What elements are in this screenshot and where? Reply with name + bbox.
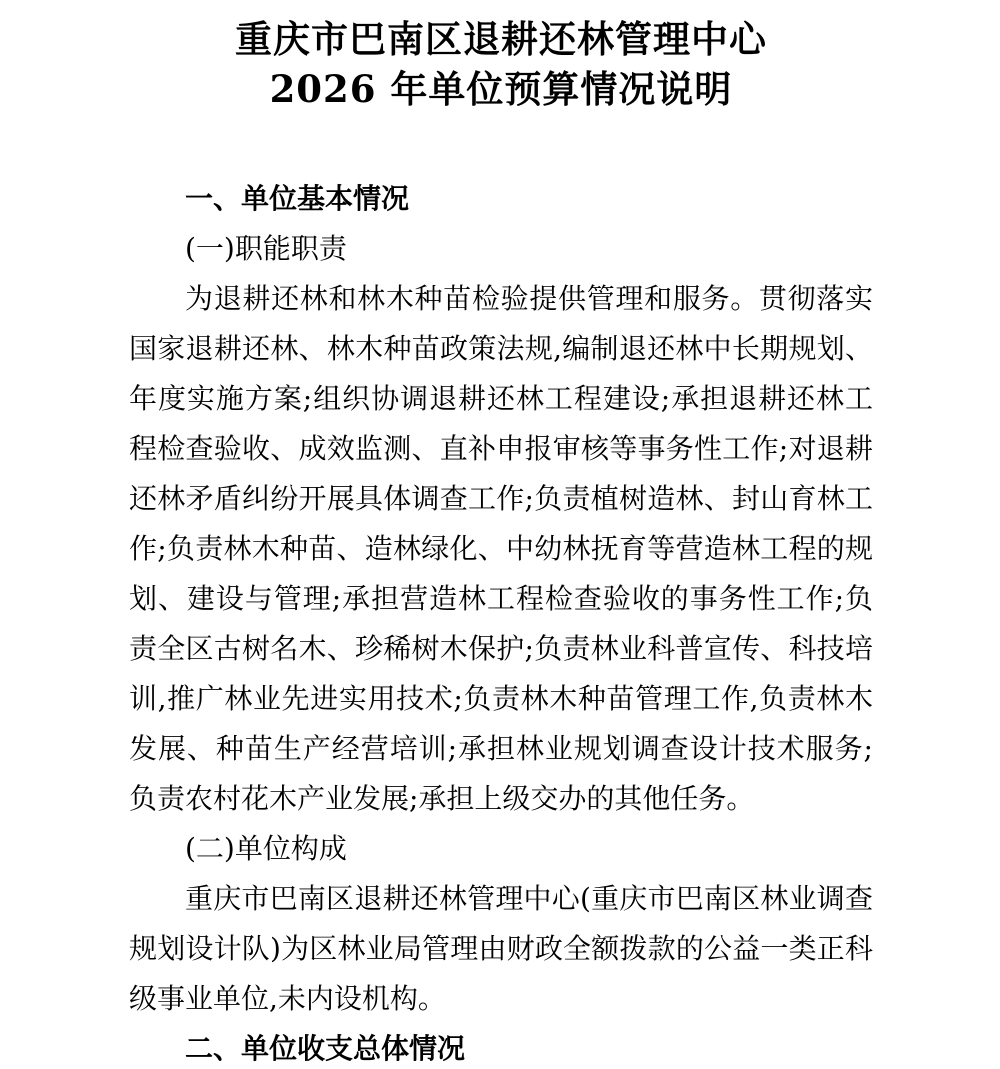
title-line-1: 重庆市巴南区退耕还林管理中心 bbox=[235, 17, 767, 61]
subsection-heading-composition: (二)单位构成 bbox=[185, 832, 347, 865]
document-body bbox=[129, 174, 873, 1069]
subsection-heading-functions: (一)职能职责 bbox=[185, 232, 347, 265]
document-title bbox=[129, 0, 873, 114]
title-line-2: 2026 年单位预算情况说明 bbox=[269, 67, 733, 111]
section-heading-revenue-expenditure: 二、单位收支总体情况 bbox=[185, 1032, 466, 1065]
document-content bbox=[127, 0, 873, 1069]
paragraph-composition: 重庆市巴南区退耕还林管理中心(重庆市巴南区林业调查规划设计队)为区林业局管理由财政全额拨款的公益一类正科级事业单位,未内设机构。 bbox=[129, 882, 873, 1015]
paragraph-functions: 为退耕还林和林木种苗检验提供管理和服务。贯彻落实国家退耕还林、林木种苗政策法规,编制退还林中长期规划、年度实施方案;组织协调退耕还林工程建设;承担退耕还林工程检查验收、成效监测、直补申报审核等事务性工作;对退耕还林矛盾纠纷开展具体调查工作;负责植树造林、封山育林工作;负责林木种苗、造林绿化、中幼林抚育等营造林工程的规划、建设与管理;承担营造林工程检查验收的事务性工作;负责全区古树名木、珍稀树木保护;负责林业科普宣传、科技培训,推广林业先进实用技术;负责林木种苗管理工作,负责林木发展、种苗生产经营培训;承担林业规划调查设计技术服务;负责农村花木产业发展;承担上级交办的其他任务。 bbox=[129, 282, 873, 815]
section-heading-basic-info: 一、单位基本情况 bbox=[185, 182, 410, 215]
